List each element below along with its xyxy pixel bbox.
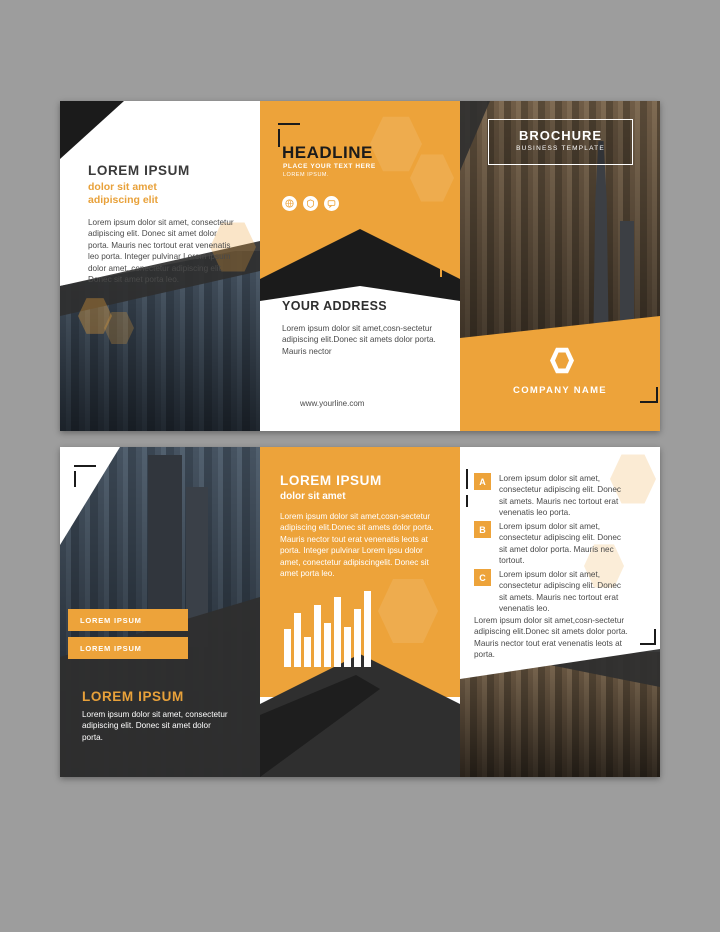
front-website[interactable]: www.yourline.com <box>300 399 365 408</box>
front-right-panel <box>460 101 660 431</box>
tick-mark <box>278 123 300 125</box>
tick-mark <box>74 465 96 467</box>
back-left-panel <box>60 447 260 777</box>
front-left-body: Lorem ipsum dolor sit amet, consectetur adipiscing elit. Donec sit amet dolor porta. Mauris nec tortout erat venenatis leo porta. Integer pulvinar Lorem ipsum dolor amet, conectetur adipiscing elit. Donec sit amet porta leo. <box>88 218 234 285</box>
back-right-panel <box>460 447 660 777</box>
chart-bar <box>334 597 341 667</box>
brochure-badge-title: BROCHURE <box>518 128 603 143</box>
chart-bar <box>324 623 331 667</box>
front-left-title: LOREM IPSUM <box>88 163 190 178</box>
front-place-text: PLACE YOUR TEXT HERE <box>283 163 376 170</box>
front-left-panel <box>60 101 260 431</box>
globe-icon[interactable] <box>282 196 297 211</box>
tick-mark <box>278 129 280 147</box>
front-address-title: YOUR ADDRESS <box>282 299 388 313</box>
tick-mark <box>656 387 658 403</box>
chart-bar <box>364 591 371 667</box>
brochure-front-sheet <box>60 101 660 431</box>
back-middle-panel <box>260 447 460 777</box>
front-place-sub: LOREM IPSUM. <box>283 172 330 178</box>
item-letter-badge: C <box>474 569 491 586</box>
chart-bar <box>294 613 301 667</box>
chat-icon[interactable] <box>324 196 339 211</box>
tick-mark <box>654 629 656 645</box>
list-item <box>474 569 631 615</box>
list-item <box>474 521 631 567</box>
back-middle-body: Lorem ipsum dolor sit amet,cosn-sectetur adipiscing elit.Donec sit amets dolor porta. Mauris nector tout erat venenatis leots at porta. Integer pulvinar Lorem ipsu dolor amet, conectetur adipiscingelit. Donec sit amet porta leo. <box>280 512 434 579</box>
company-name: COMPANY NAME <box>513 385 607 396</box>
front-middle-panel <box>260 101 460 431</box>
chart-bar <box>304 637 311 667</box>
shield-icon[interactable] <box>303 196 318 211</box>
back-middle-title: LOREM IPSUM <box>280 473 382 488</box>
item-text: Lorem ipsum dolor sit amet, consectetur adipiscing elit. Donec sit amets. Mauris nec tortout erat venenatis leo. <box>499 570 621 614</box>
brochure-back-sheet <box>60 447 660 777</box>
back-tag-1-label: LOREM IPSUM <box>80 616 142 625</box>
item-text: Lorem ipsum dolor sit amet, consectetur adipiscing elit. Donec sit amets. Mauris nec tortout erat venenatis leo porta. <box>499 474 621 518</box>
item-letter-badge: B <box>474 521 491 538</box>
brochure-badge <box>488 119 633 165</box>
tick-mark <box>440 269 442 277</box>
tick-mark <box>74 471 76 487</box>
item-letter-badge: A <box>474 473 491 490</box>
chart-bar <box>314 605 321 667</box>
back-right-footer-body: Lorem ipsum dolor sit amet,cosn-sectetur adipiscing elit.Donec sit amets dolor porta. Mauris nector tout erat venenatis leots at porta. <box>474 616 628 660</box>
tick-mark <box>440 251 442 265</box>
chart-bar <box>354 609 361 667</box>
front-address-body: Lorem ipsum dolor sit amet,cosn-sectetur adipiscing elit.Donec sit amets dolor porta. Mauris nector <box>282 324 436 356</box>
list-item <box>474 473 631 519</box>
front-icon-row <box>282 196 345 211</box>
back-left-bottom-title: LOREM IPSUM <box>82 689 184 704</box>
back-left-bottom-body: Lorem ipsum dolor sit amet, consectetur adipiscing elit. Donec sit amet dolor porta. <box>82 710 228 742</box>
bar-chart <box>284 587 371 667</box>
back-middle-subtitle: dolor sit amet <box>280 491 346 502</box>
tick-mark <box>466 495 468 507</box>
chart-bar <box>284 629 291 667</box>
front-headline: HEADLINE <box>282 143 373 162</box>
back-tag-2-label: LOREM IPSUM <box>80 644 142 653</box>
tick-mark <box>466 469 468 489</box>
item-text: Lorem ipsum dolor sit amet, consectetur adipiscing elit. Donec sit amet dolor porta. Mauris nec tortout. <box>499 522 621 566</box>
brochure-badge-subtitle: BUSINESS TEMPLATE <box>516 145 605 152</box>
front-left-subtitle: dolor sit amet adipiscing elit <box>88 181 159 206</box>
chart-bar <box>344 627 351 667</box>
